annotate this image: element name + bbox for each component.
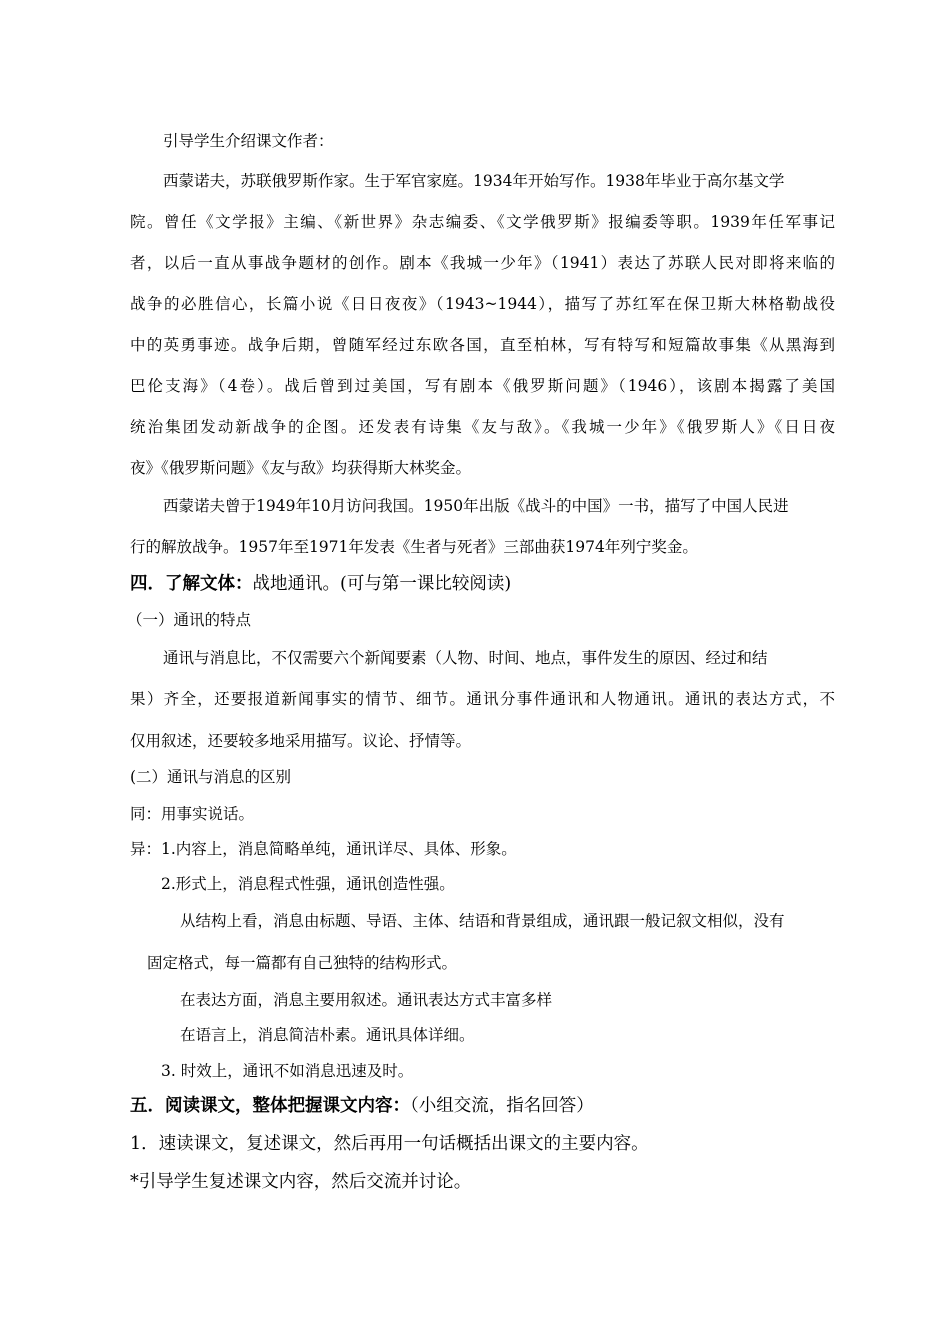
same-point: 同：用事实说话。 xyxy=(130,805,255,823)
section-5-label: 五．阅读课文，整体把握课文内容： xyxy=(130,1096,410,1116)
bio-line-7: 统治集团发动新战争的企图。还发表有诗集《友与敌》。《我城一少年》《俄罗斯人》《日日夜 xyxy=(130,418,835,436)
section-4-heading xyxy=(130,573,511,595)
feature-line-3: 仅用叙述，还要较多地采用描写。议论、抒情等。 xyxy=(130,732,472,750)
bio-line-8: 夜》《俄罗斯问题》《友与敌》均获得斯大林奖金。 xyxy=(130,459,472,477)
section-4-text: 战地通讯。(可与第一课比较阅读) xyxy=(252,574,512,594)
bio-line-2: 院。曾任《文学报》主编、《新世界》杂志编委、《文学俄罗斯》报编委等职。1939年任军事记 xyxy=(130,213,835,231)
section-5-text: （小组交流，指名回答） xyxy=(410,1096,594,1116)
expression-line: 在表达方面，消息主要用叙述。通讯表达方式丰富多样 xyxy=(180,991,553,1009)
structure-line-1: 从结构上看，消息由标题、导语、主体、结语和背景组成，通讯跟一般记叙文相似，没有 xyxy=(180,912,785,930)
question-1: 1．速读课文，复述课文，然后再用一句话概括出课文的主要内容。 xyxy=(130,1134,649,1154)
subsection-2-title: (二）通讯与消息的区别 xyxy=(130,768,292,786)
bio-line-3: 者，以后一直从事战争题材的创作。剧本《我城一少年》（1941）表达了苏联人民对即将来临的 xyxy=(130,254,835,272)
bio-line-5: 中的英勇事迹。战争后期，曾随军经过东欧各国，直至柏林，写有特写和短篇故事集《从黑海到 xyxy=(130,336,835,354)
feature-line-2: 果）齐全，还要报道新闻事实的情节、细节。通讯分事件通讯和人物通讯。通讯的表达方式，不 xyxy=(130,690,835,708)
diff-point-1: 异：1.内容上，消息简略单纯，通讯详尽、具体、形象。 xyxy=(130,840,517,858)
diff-point-2: 2.形式上，消息程式性强，通讯创造性强。 xyxy=(161,875,455,893)
section-4-label: 四．了解文体： xyxy=(130,574,253,594)
feature-line-1: 通讯与消息比，不仅需要六个新闻要素（人物、时间、地点，事件发生的原因、经过和结 xyxy=(163,649,768,667)
bio-line-1: 西蒙诺夫，苏联俄罗斯作家。生于军官家庭。1934年开始写作。1938年毕业于高尔基文学 xyxy=(163,172,785,190)
bio2-line-1: 西蒙诺夫曾于1949年10月访问我国。1950年出版《战斗的中国》一书，描写了中国人民进 xyxy=(163,497,789,515)
language-line: 在语言上，消息简洁朴素。通讯具体详细。 xyxy=(180,1026,475,1044)
section-5-heading xyxy=(130,1095,594,1117)
bio-line-4: 战争的必胜信心，长篇小说《日日夜夜》（1943~1944），描写了苏红军在保卫斯大林格勒战役 xyxy=(130,295,835,313)
timeliness-line: 3. 时效上，通讯不如消息迅速及时。 xyxy=(161,1062,414,1080)
question-1-note: *引导学生复述课文内容，然后交流并讨论。 xyxy=(130,1172,472,1192)
bio2-line-2: 行的解放战争。1957年至1971年发表《生者与死者》三部曲获1974年列宁奖金。 xyxy=(130,538,698,556)
subsection-1-title: （一）通讯的特点 xyxy=(127,611,252,629)
structure-line-2: 固定格式，每一篇都有自己独特的结构形式。 xyxy=(147,954,458,972)
bio-line-6: 巴伦支海》（4卷）。战后曾到过美国，写有剧本《俄罗斯问题》（1946），该剧本揭露了美国 xyxy=(130,377,835,395)
intro-label: 引导学生介绍课文作者： xyxy=(163,132,334,150)
